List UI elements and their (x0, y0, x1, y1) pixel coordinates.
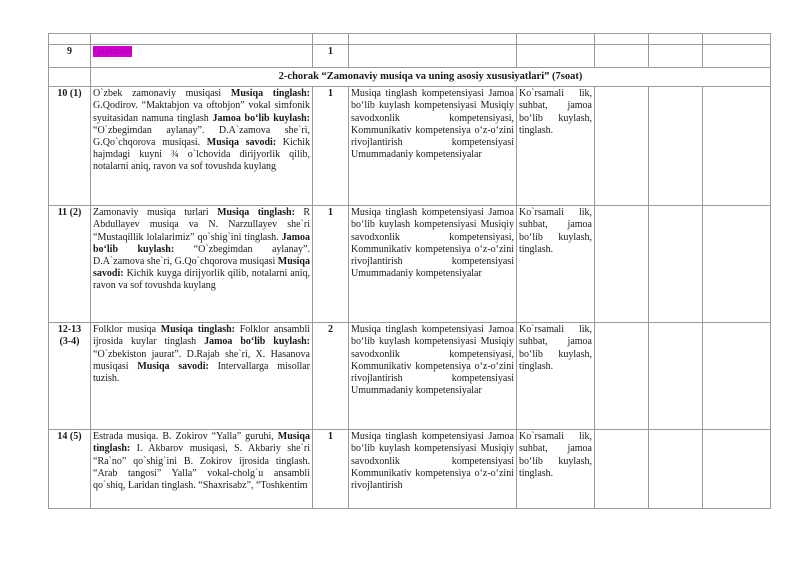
topic-heading: Musiqa tinglash: (160, 324, 235, 336)
table-row (49, 323, 771, 430)
topic-heading: Musiqa tinglash: (93, 431, 310, 455)
topic-text: Folklor ansambli ijrosida kuylar tinglash (93, 324, 311, 348)
topic-heading: Musiqa savodi: (137, 360, 209, 372)
topic-text: Folklor musiqa (93, 324, 161, 336)
table-row (49, 45, 771, 68)
topic-heading: Musiqa tinglash: (230, 88, 311, 100)
lesson-hours: 1 (313, 430, 349, 509)
lesson-methods: Ko`rsamali lik, suhbat, jamoa bo‘lib kuylash, tinglash. (517, 430, 595, 509)
topic-heading: Musiqa tinglash: (217, 207, 295, 219)
topic-text: Estrada musiqa. B. Zokirov “Yalla” guruhi, (93, 431, 278, 443)
lesson-number: 14 (5) (49, 430, 91, 509)
lesson-number: 11 (2) (49, 206, 91, 323)
lesson-topic (91, 206, 313, 323)
lesson-topic (91, 430, 313, 509)
topic-text: R Abdullayev musiqa va N. Narzullayev she`ri “Mustaqillik lolalarimiz” qo`shig`ini tinglash. (93, 207, 311, 243)
topic-text: Zamonaviy musiqa turlari (93, 207, 218, 219)
table-row (49, 430, 771, 509)
lesson-topic (91, 45, 313, 68)
topic-text: O`zbek zamonaviy musiqasi (93, 88, 231, 100)
lesson-methods: Ko`rsamali lik, suhbat, jamoa bo‘lib kuylash, tinglash. (517, 206, 595, 323)
lesson-hours: 2 (313, 323, 349, 430)
lesson-methods: Ko`rsamali lik, suhbat, jamoa bo‘lib kuylash, tinglash. (517, 87, 595, 206)
lesson-topic (91, 323, 313, 430)
topic-heading: Musiqa savodi: (93, 256, 310, 280)
topic-heading: Jamoa bo‘lib kuylash: (204, 336, 310, 348)
lesson-competencies: Musiqa tinglash kompetensiyasi Jamoa bo‘lib kuylash kompetensiyasi Musiqiy savodxonlik kompetensiyasi Kommunikativ kompetensiya o‘z-o‘zini rivojlantirish (349, 430, 517, 509)
topic-text: G.Qodirov. “Maktabjon va oftobjon” vokal simfonik syuitasidan namuna tinglash (93, 100, 310, 124)
highlighted-topic: Qaytarish (93, 46, 132, 57)
topic-text: “O`zbegimdan aylanay”. D.A`zamova she`ri, G.Qo`chqorova musiqasi (93, 243, 310, 268)
table-row (49, 87, 771, 206)
table-header-row (49, 34, 771, 45)
topic-text: “O`zbekiston jaurat”. D.Rajab she`ri, X. Hasanova musiqasi (93, 348, 310, 372)
topic-text: Intervallarga misollar tuzish. (93, 360, 311, 385)
lesson-number: 9 (49, 45, 91, 68)
lesson-competencies: Musiqa tinglash kompetensiyasi Jamoa bo‘lib kuylash kompetensiyasi Musiqiy savodxonlik kompetensiyasi, Kommunikativ kompetensiya o‘z-o‘zini rivojlantirish kompetensiyasi Umummadaniy kompetensiyalar (349, 323, 517, 430)
topic-heading: Jamoa bo‘lib kuylash: (212, 112, 310, 124)
topic-heading: Jamoa bo‘lib kuylash: (93, 231, 310, 255)
topic-text: “O`zbegimdan aylanay”. D.A`zamova she`ri, G.Qo`chqorova musiqasi. (93, 124, 310, 149)
lesson-hours: 1 (313, 87, 349, 206)
lesson-topic (91, 87, 313, 206)
table-row (49, 206, 771, 323)
topic-text: Kichik hajmdagi kuyni ¾ o`lchovida dirijyorlik qilib, notalarni aniq, ravon va sof tovushda kuylang (93, 137, 310, 173)
lesson-competencies: Musiqa tinglash kompetensiyasi Jamoa bo‘lib kuylash kompetensiyasi Musiqiy savodxonlik kompetensiyasi, Kommunikativ kompetensiya o‘z-o‘zini rivojlantirish kompetensiyasi Umummadaniy kompetensiyalar (349, 206, 517, 323)
lesson-methods: Ko`rsamali lik, suhbat, jamoa bo‘lib kuylash, tinglash. (517, 323, 595, 430)
section-title: 2-chorak “Zamonaviy musiqa va uning asosiy xususiyatlari” (7soat) (91, 68, 771, 87)
topic-text: Kichik kuyga dirijyorlik qilib, notalarni aniq, ravon va sof tovushda kuylang (93, 268, 310, 292)
section-row (49, 68, 771, 87)
lesson-hours: 1 (313, 206, 349, 323)
lesson-competencies: Musiqa tinglash kompetensiyasi Jamoa bo‘lib kuylash kompetensiyasi Musiqiy savodxonlik kompetensiyasi, Kommunikativ kompetensiya o‘z-o‘zini rivojlantirish kompetensiyasi Umummadaniy kompetensiyalar (349, 87, 517, 206)
lesson-number: 10 (1) (49, 87, 91, 206)
topic-text: I. Akbarov musiqasi, S. Akbariy she`ri “Ra`no” qo`shig`ini B. Zokirov ijrosida tinglash. “Arab tangosi” Yalla” vokal-cholg`u ansambli qo`shiq, Laridan tinglash. “Shaxrisabz”, “Toshkentim (93, 443, 310, 492)
lesson-hours: 1 (313, 45, 349, 68)
topic-heading: Musiqa savodi: (206, 137, 277, 149)
curriculum-table (48, 33, 771, 509)
lesson-number: 12-13 (3-4) (49, 323, 91, 430)
